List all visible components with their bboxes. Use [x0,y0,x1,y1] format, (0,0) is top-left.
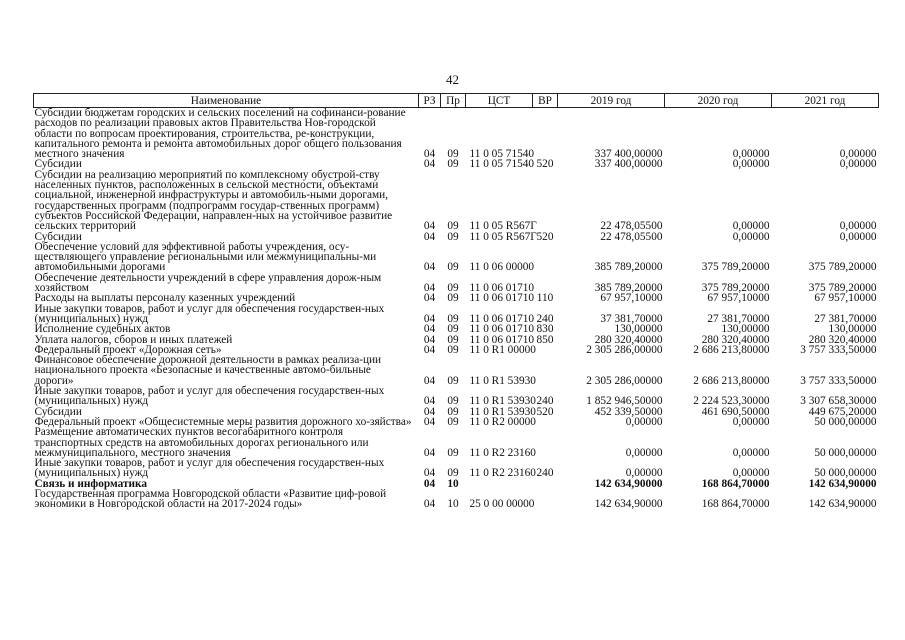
cell-pr: 09 [447,333,459,346]
cell-vr [533,479,558,489]
cell-cst: 11 0 06 01710 [469,312,535,325]
cell-2020: 168 864,70000 [701,477,770,490]
cell-pr: 09 [447,323,459,336]
cell-2019: 452 339,50000 [594,405,663,418]
cell-2020: 2 686 213,80000 [693,343,770,356]
header-vr: ВР [533,94,558,108]
cell-name: Финансовое обеспечение дорожной деятельности в рамках реализа-ции национального проекта «Безопасные и качественные автомо-бильные дороги» [34,354,382,387]
cell-vr [533,242,558,273]
cell-vr [533,427,558,458]
cell-name: Иные закупки товаров, работ и услуг для обеспечения государствен-ных (муниципальных) нужд [34,302,385,325]
header-cst: ЦСТ [466,94,533,108]
cell-2019: 2 305 286,00000 [586,343,663,356]
cell-cst: 11 0 R1 53930 [469,395,536,408]
cell-2019: 142 634,90000 [594,477,663,490]
cell-2020: 461 690,50000 [701,405,770,418]
cell-2021: 0,00000 [839,220,877,233]
cell-vr [533,345,558,355]
cell-cst: 11 0 R2 23160 [469,446,536,459]
cell-2019: 22 478,05500 [600,220,663,233]
cell-vr: 520 [536,230,554,243]
cell-name: Размещение автоматических пунктов весогабаритного контроля транспортных средств на автомобильных дорогах регионального или межмуниципального, местного значения [34,426,369,459]
cell-2020: 67 957,10000 [707,292,770,305]
cell-2020: 168 864,70000 [701,498,770,511]
cell-2021: 130,00000 [828,323,877,336]
cell-pr: 09 [447,312,459,325]
cell-vr: 110 [536,292,554,305]
cell-pr: 10 [447,498,459,511]
cell-cst: 11 0 R2 23160 [469,467,536,480]
table-row [34,170,879,232]
cell-name: Субсидии [34,230,82,243]
header-rz: РЗ [419,94,441,108]
cell-cst: 11 0 R1 00000 [469,343,536,356]
cell-2021: 67 957,10000 [814,292,877,305]
cell-pr: 09 [447,395,459,408]
cell-name: Субсидии на реализацию мероприятий по комплексному обустрой-ству населенных пунктов, расположенных в сельской местности, объектами социальной, инженерной инфраструктуры и автомобиль-ными дорогами, государственных программ (подпрограмм государ-ственных программ) субъектов Российской Федерации, направлен-ных на устойчивое развитие сельских территорий [34,168,393,233]
cell-pr: 09 [447,220,459,233]
cell-pr: 09 [447,343,459,356]
cell-vr: 240 [536,395,554,408]
cell-name: Иные закупки товаров, работ и услуг для обеспечения государствен-ных (муниципальных) нужд [34,385,385,408]
cell-rz: 04 [423,261,436,274]
cell-cst: 11 0 06 00000 [469,261,535,274]
cell-2021: 142 634,90000 [808,498,877,511]
table-body [34,108,879,510]
cell-cst: 11 0 R1 53930 [469,374,536,387]
cell-pr: 09 [447,158,459,171]
cell-name: Субсидии [34,158,82,171]
cell-cst: 11 0 05 R567Г [469,220,537,233]
cell-rz: 04 [423,446,436,459]
cell-rz: 04 [423,323,436,336]
header-name: Наименование [34,94,419,108]
cell-2021: 449 675,20000 [808,405,877,418]
cell-2019: 1 852 946,50000 [586,395,663,408]
cell-rz: 04 [423,230,436,243]
cell-2019: 0,00000 [625,467,663,480]
table-row [34,355,879,386]
cell-pr: 09 [447,282,459,295]
cell-cst: 11 0 06 01710 [469,292,535,305]
cell-2021: 142 634,90000 [808,477,877,490]
cell-2020: 0,00000 [732,230,770,243]
cell-2020: 130,00000 [721,323,770,336]
cell-2019: 2 305 286,00000 [586,374,663,387]
cell-pr: 09 [447,292,459,305]
cell-2019: 0,00000 [625,446,663,459]
cell-name: Федеральный проект «Общесистемные меры развития дорожного хо-зяйства» [34,415,412,428]
cell-name: Обеспечение деятельности учреждений в сфере управления дорож-ным хозяйством [34,271,382,295]
cell-2021: 0,00000 [839,158,877,171]
cell-vr: 520 [536,158,554,171]
cell-rz: 04 [423,312,436,325]
cell-2020: 0,00000 [732,158,770,171]
cell-2019: 385 789,20000 [594,261,663,274]
header-2020: 2020 год [665,94,772,108]
cell-2020: 0,00000 [732,446,770,459]
cell-cst: 11 0 R2 00000 [469,415,536,428]
table-header-row [34,94,879,108]
header-2021: 2021 год [772,94,879,108]
cell-vr: 240 [536,312,554,325]
cell-2021: 0,00000 [839,148,877,161]
cell-2019: 337 400,00000 [594,148,663,161]
cell-rz: 04 [423,374,436,387]
cell-name: Субсидии [34,405,82,418]
cell-2020: 375 789,20000 [701,261,770,274]
cell-vr [533,417,558,427]
cell-rz: 04 [423,395,436,408]
cell-cst: 11 0 06 01710 [469,323,535,336]
cell-cst: 11 0 05 71540 [469,158,535,171]
cell-name: Обеспечение условий для эффективной работы учреждения, осу-ществляющего управление региональными или межмуниципальны-ми автомобильными дорогами [34,240,377,274]
cell-rz: 04 [423,405,436,418]
cell-rz: 04 [423,343,436,356]
cell-name: Расходы на выплаты персоналу казенных учреждений [34,292,296,305]
cell-pr: 10 [447,477,459,490]
cell-rz: 04 [423,467,436,480]
cell-2019: 385 789,20000 [594,282,663,295]
cell-2019: 130,00000 [614,323,663,336]
cell-name: Государственная программа Новгородской области «Развитие циф-ровой экономики в Новгородской области на 2017-2024 годы» [34,487,387,511]
cell-2021: 27 381,70000 [814,312,877,325]
cell-rz: 04 [423,415,436,428]
cell-vr [533,108,558,160]
cell-2020: 2 686 213,80000 [693,374,770,387]
cell-2021: 50 000,00000 [814,415,877,428]
cell-2020: 0,00000 [732,415,770,428]
table-row [34,324,879,334]
table-row [34,489,879,510]
cell-vr: 830 [536,323,554,336]
cell-2021: 0,00000 [839,230,877,243]
header-pr: Пр [441,94,466,108]
cell-pr: 09 [447,467,459,480]
cell-name: Уплата налогов, сборов и иных платежей [34,333,233,346]
cell-pr: 09 [447,261,459,274]
cell-2020: 27 381,70000 [707,312,770,325]
cell-pr: 09 [447,446,459,459]
cell-rz: 04 [423,282,436,295]
table-row [34,386,879,407]
cell-pr: 09 [447,230,459,243]
cell-2019: 37 381,70000 [600,312,663,325]
table-row [34,458,879,479]
cell-2020: 280 320,40000 [701,333,770,346]
cell-cst [466,479,533,489]
table-row [34,242,879,273]
cell-2019: 0,00000 [625,415,663,428]
cell-rz: 04 [423,220,436,233]
cell-2021: 50 000,00000 [814,446,877,459]
cell-2020: 375 789,20000 [701,282,770,295]
cell-2020: 0,00000 [732,467,770,480]
cell-name: Связь и информатика [34,477,148,490]
cell-2019: 337 400,00000 [594,158,663,171]
cell-vr [533,489,558,510]
cell-rz: 04 [423,333,436,346]
cell-cst: 11 0 R1 53930 [469,405,536,418]
cell-2020: 2 224 523,30000 [693,395,770,408]
cell-name: Федеральный проект «Дорожная сеть» [34,343,222,356]
cell-vr [533,273,558,294]
cell-rz: 04 [423,148,436,161]
cell-2021: 3 757 333,50000 [800,343,877,356]
cell-vr [533,355,558,386]
cell-name: Исполнение судебных актов [34,323,171,336]
table-row [34,427,879,458]
cell-2021: 375 789,20000 [808,261,877,274]
cell-name: Субсидии бюджетам городских и сельских поселений на софинанси-рование расходов по реализации правовых актов Правительства Нов-городской области по вопросам проектирования, строительства, ре-конструкции, капитального ремонта и ремонта автомобильных дорог общего пользования местного значения [34,107,406,161]
cell-2020: 0,00000 [732,220,770,233]
table-row [34,304,879,325]
cell-2020: 0,00000 [732,148,770,161]
cell-cst: 25 0 00 00000 [469,498,535,511]
cell-2019: 280 320,40000 [594,333,663,346]
cell-2019: 22 478,05500 [600,230,663,243]
cell-2021: 50 000,00000 [814,467,877,480]
cell-rz: 04 [423,292,436,305]
cell-2019: 142 634,90000 [594,498,663,511]
cell-vr: 520 [536,405,554,418]
cell-cst: 11 0 05 71540 [469,148,535,161]
cell-2021: 3 307 658,30000 [800,395,877,408]
cell-pr: 09 [447,148,459,161]
table-row [34,273,879,294]
cell-2021: 375 789,20000 [808,282,877,295]
cell-rz: 04 [423,498,436,511]
budget-table [33,93,879,510]
cell-cst: 11 0 06 01710 [469,282,535,295]
cell-2021: 280 320,40000 [808,333,877,346]
cell-pr: 09 [447,415,459,428]
table-row [34,108,879,160]
cell-cst: 11 0 06 01710 [469,333,535,346]
cell-cst: 11 0 05 R567Г [469,230,537,243]
cell-rz: 04 [423,158,436,171]
header-2019: 2019 год [558,94,665,108]
cell-name: Иные закупки товаров, работ и услуг для обеспечения государствен-ных (муниципальных) нужд [34,457,385,480]
cell-2021: 3 757 333,50000 [800,374,877,387]
cell-pr: 09 [447,405,459,418]
cell-2019: 67 957,10000 [600,292,663,305]
cell-vr: 850 [536,333,554,346]
cell-pr: 09 [447,374,459,387]
cell-vr: 240 [536,467,554,480]
cell-rz: 04 [423,477,436,490]
page-number: 42 [446,72,459,87]
